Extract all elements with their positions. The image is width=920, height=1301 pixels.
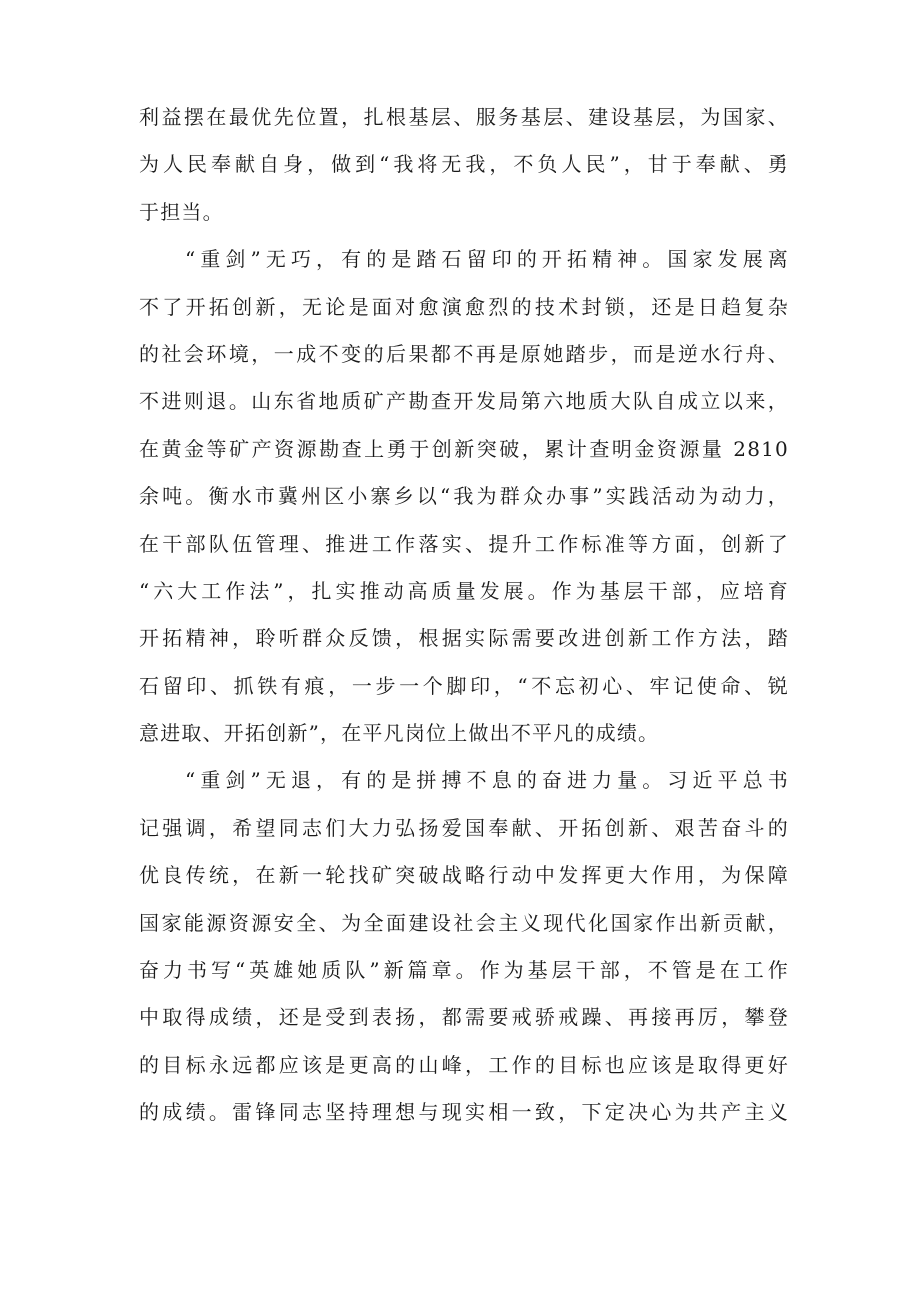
text-line: 中取得成绩，还是受到表扬，都需要戒骄戒躁、再接再厉，攀登 [139,1005,789,1030]
text-line: 于担当。 [139,199,224,224]
text-line: 的成绩。雷锋同志坚持理想与现实相一致，下定决心为共产主义 [139,1100,789,1125]
text-line: 余吨。衡水市冀州区小寨乡以“我为群众办事”实践活动为动力， [139,484,789,509]
text-line: 国家能源资源安全、为全面建设社会主义现代化国家作出新贡献， [139,910,789,935]
paragraph-2 [139,236,789,757]
text-line: 为人民奉献自身，做到“我将无我，不负人民”，甘于奉献、勇 [139,152,789,177]
text-line: “重剑”无巧，有的是踏石留印的开拓精神。国家发展离 [185,247,789,272]
text-line: “六大工作法”，扎实推动高质量发展。作为基层干部，应培育 [139,578,789,603]
text-line: 在黄金等矿产资源勘查上勇于创新突破，累计查明金资源量 2810 [139,436,789,461]
paragraph-3 [139,757,789,1136]
text-line: 奋力书写“英雄她质队”新篇章。作为基层干部，不管是在工作 [139,958,789,983]
text-line: 不进则退。山东省地质矿产勘查开发局第六地质大队自成立以来， [139,389,789,414]
text-line: 在干部队伍管理、推进工作落实、提升工作标准等方面，创新了 [139,531,789,556]
text-line: 不了开拓创新，无论是面对愈演愈烈的技术封锁，还是日趋复杂 [139,294,789,319]
text-line: 意进取、开拓创新”，在平凡岗位上做出不平凡的成绩。 [139,721,660,746]
text-line: 石留印、抓铁有痕，一步一个脚印，“不忘初心、牢记使命、锐 [139,673,789,698]
text-line: 优良传统，在新一轮找矿突破战略行动中发挥更大作用，为保障 [139,863,789,888]
text-line: “重剑”无退，有的是拼搏不息的奋进力量。习近平总书 [185,768,789,793]
text-line: 的目标永远都应该是更高的山峰，工作的目标也应该是取得更好 [139,1052,789,1077]
document-body [139,94,789,1137]
text-line: 记强调，希望同志们大力弘扬爱国奉献、开拓创新、艰苦奋斗的 [139,815,789,840]
paragraph-1 [139,94,789,236]
text-line: 利益摆在最优先位置，扎根基层、服务基层、建设基层，为国家、 [139,105,789,129]
text-line: 的社会环境，一成不变的后果都不再是原她踏步，而是逆水行舟、 [139,341,789,366]
text-line: 开拓精神，聆听群众反馈，根据实际需要改进创新工作方法，踏 [139,626,789,651]
